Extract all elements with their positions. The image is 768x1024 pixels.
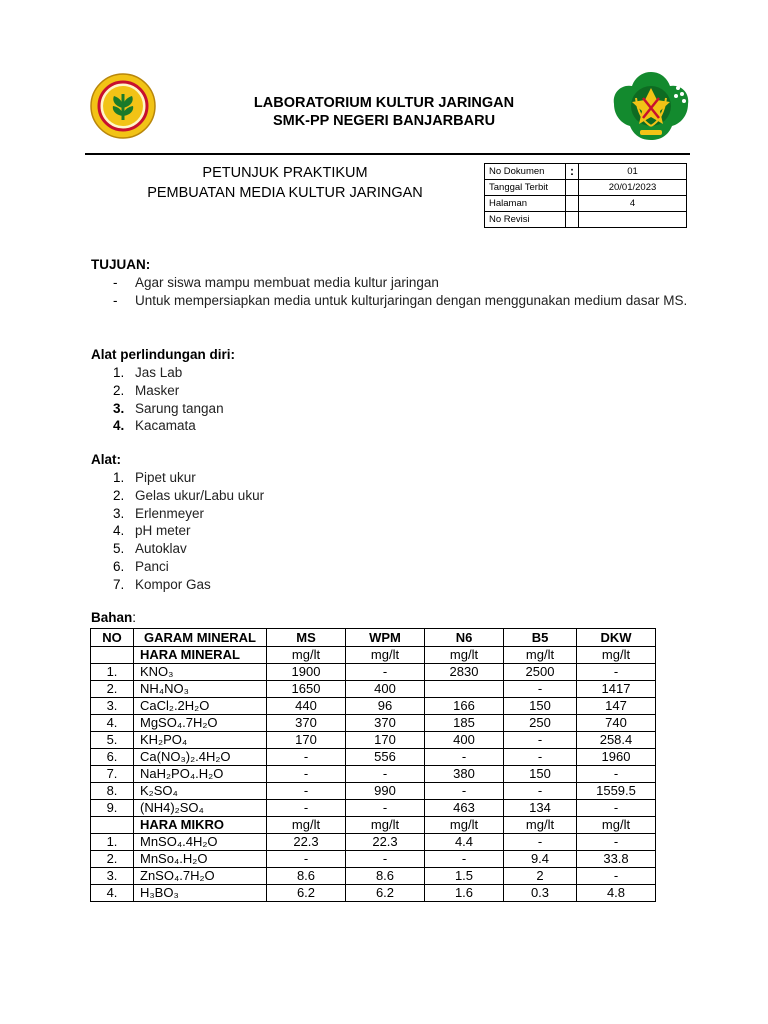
value-cell: 556 [346,749,425,766]
value-cell: - [267,800,346,817]
table-row [91,681,656,698]
unit-cell: mg/lt [577,647,656,664]
value-cell: - [267,749,346,766]
value-cell: 1960 [577,749,656,766]
list-item [91,540,264,558]
tujuan-section [91,256,691,310]
tujuan-title: TUJUAN: [91,257,151,272]
value-cell: 150 [504,766,577,783]
value-cell: - [267,851,346,868]
list-number: 1. [113,365,125,380]
table-row [91,885,656,902]
compound-name: (NH4)₂SO₄ [134,800,267,817]
list-item [91,364,235,382]
table-row [91,715,656,732]
list-number: 2. [113,487,125,503]
value-cell: 6.2 [346,885,425,902]
compound-name: MnSO₄.4H₂O [134,834,267,851]
value-cell: 400 [425,732,504,749]
table-row [91,834,656,851]
compound-name: KNO₃ [134,664,267,681]
alat-section [91,451,264,594]
apd-title: Alat perlindungan diri: [91,347,235,362]
value-cell: - [346,851,425,868]
value-cell: 440 [267,698,346,715]
list-item-text: Jas Lab [135,365,183,380]
info-value: 4 [579,196,687,212]
col-header: B5 [504,629,577,647]
list-item-text: Panci [135,558,169,574]
value-cell: - [504,732,577,749]
group-label: HARA MIKRO [134,817,267,834]
table-row [91,783,656,800]
value-cell: 250 [504,715,577,732]
row-number: 3. [91,868,134,885]
value-cell: 22.3 [346,834,425,851]
group-blank-cell [91,647,134,664]
value-cell: 1559.5 [577,783,656,800]
list-item-text: Kompor Gas [135,576,211,592]
list-number: 4. [113,418,125,434]
value-cell: 990 [346,783,425,800]
unit-cell: mg/lt [346,817,425,834]
value-cell: - [267,766,346,783]
list-item [91,558,264,576]
list-number: 1. [113,470,125,485]
compound-name: KH₂PO₄ [134,732,267,749]
unit-cell: mg/lt [425,647,504,664]
info-separator [566,196,579,212]
info-key: No Dokumen [485,164,566,180]
row-number: 2. [91,681,134,698]
info-row [485,196,687,212]
value-cell: 147 [577,698,656,715]
value-cell: - [577,664,656,681]
value-cell: 166 [425,698,504,715]
value-cell: 2 [504,868,577,885]
row-number: 4. [91,715,134,732]
table-row [91,732,656,749]
list-item-text: pH meter [135,523,191,539]
value-cell: - [504,834,577,851]
table-row [91,868,656,885]
list-item [91,382,235,400]
col-header: GARAM MINERAL [134,629,267,647]
value-cell: 400 [346,681,425,698]
info-value: 01 [579,164,687,180]
list-number: 7. [113,576,125,592]
value-cell: - [425,783,504,800]
value-cell: 150 [504,698,577,715]
document-info-table [484,163,687,228]
unit-cell: mg/lt [346,647,425,664]
group-label: HARA MINERAL [134,647,267,664]
info-value: 20/01/2023 [579,180,687,196]
info-row [485,212,687,228]
value-cell: - [577,868,656,885]
info-key: No Revisi [485,212,566,228]
value-cell: - [504,783,577,800]
row-number: 8. [91,783,134,800]
list-item-text: Pipet ukur [135,470,196,485]
value-cell: - [577,800,656,817]
header-divider [85,153,690,155]
row-number: 1. [91,664,134,681]
unit-cell: mg/lt [267,817,346,834]
unit-cell: mg/lt [504,817,577,834]
unit-cell: mg/lt [577,817,656,834]
value-cell: 740 [577,715,656,732]
value-cell: 380 [425,766,504,783]
col-header: DKW [577,629,656,647]
list-item [91,522,264,540]
list-number: 3. [113,400,125,416]
value-cell: - [425,749,504,766]
value-cell: 370 [346,715,425,732]
value-cell: 6.2 [267,885,346,902]
row-number: 5. [91,732,134,749]
table-group-row [91,647,656,664]
list-item-text: Untuk mempersiapkan media untuk kulturjaringan dengan menggunakan medium dasar MS. [135,292,688,308]
value-cell: 258.4 [577,732,656,749]
compound-name: K₂SO₄ [134,783,267,800]
row-number: 1. [91,834,134,851]
value-cell: 370 [267,715,346,732]
compound-name: MgSO₄.7H₂O [134,715,267,732]
bahan-title: Bahan [91,610,133,625]
table-row [91,800,656,817]
list-item-text: Autoklav [135,541,187,557]
value-cell: 96 [346,698,425,715]
bullet-dash: - [113,275,118,290]
value-cell: 22.3 [267,834,346,851]
value-cell: 8.6 [346,868,425,885]
row-number: 6. [91,749,134,766]
info-key: Tanggal Terbit [485,180,566,196]
doc-subtitle-1: PETUNJUK PRAKTIKUM [202,165,368,181]
value-cell: - [504,681,577,698]
value-cell: - [346,664,425,681]
lab-title: LABORATORIUM KULTUR JARINGAN [253,95,515,111]
row-number: 7. [91,766,134,783]
value-cell: 9.4 [504,851,577,868]
info-key: Halaman [485,196,566,212]
list-item-text: Sarung tangan [135,400,224,416]
bullet-dash: - [113,292,118,308]
value-cell: - [577,766,656,783]
compound-name: NaH₂PO₄.H₂O [134,766,267,783]
value-cell: 1900 [267,664,346,681]
bahan-label [91,610,136,625]
alat-title: Alat: [91,452,121,467]
list-item-text: Masker [135,382,180,398]
unit-cell: mg/lt [267,647,346,664]
row-number: 4. [91,885,134,902]
table-row [91,664,656,681]
value-cell: 1.6 [425,885,504,902]
value-cell: 1417 [577,681,656,698]
table-row [91,749,656,766]
value-cell: 1650 [267,681,346,698]
value-cell: 4.4 [425,834,504,851]
list-item [91,505,264,523]
list-number: 6. [113,558,125,574]
media-composition-table [90,628,656,902]
apd-section [91,346,235,435]
group-blank-cell [91,817,134,834]
list-item-text: Kacamata [135,418,196,434]
value-cell: - [267,783,346,800]
info-separator: : [566,164,579,180]
list-item [91,487,264,505]
value-cell: 2500 [504,664,577,681]
list-item-text: Gelas ukur/Labu ukur [135,487,265,503]
list-item-text: Erlenmeyer [135,505,205,521]
value-cell: 4.8 [577,885,656,902]
compound-name: ZnSO₄.7H₂O [134,868,267,885]
value-cell: 134 [504,800,577,817]
list-item [91,417,235,435]
list-item [91,292,691,310]
list-item [91,576,264,594]
compound-name: H₃BO₃ [134,885,267,902]
value-cell: - [425,851,504,868]
compound-name: Ca(NO₃)₂.4H₂O [134,749,267,766]
value-cell: 463 [425,800,504,817]
list-number: 3. [113,505,125,521]
value-cell: - [346,800,425,817]
value-cell: 8.6 [267,868,346,885]
list-number: 4. [113,523,125,539]
list-item [91,274,691,292]
school-title: SMK-PP NEGERI BANJARBARU [272,113,496,129]
value-cell: 2830 [425,664,504,681]
unit-cell: mg/lt [504,647,577,664]
compound-name: CaCl₂.2H₂O [134,698,267,715]
value-cell: 0.3 [504,885,577,902]
col-header: MS [267,629,346,647]
row-number: 2. [91,851,134,868]
row-number: 3. [91,698,134,715]
table-row [91,766,656,783]
table-row [91,851,656,868]
value-cell [425,681,504,698]
value-cell: 185 [425,715,504,732]
info-separator [566,180,579,196]
value-cell: - [346,766,425,783]
info-row [485,180,687,196]
value-cell: - [577,834,656,851]
compound-name: NH₄NO₃ [134,681,267,698]
list-item-text: Agar siswa mampu membuat media kultur jaringan [135,275,439,290]
row-number: 9. [91,800,134,817]
list-item [91,400,235,418]
col-header: NO [91,629,134,647]
table-header-row [91,629,656,647]
table-group-row [91,817,656,834]
unit-cell: mg/lt [425,817,504,834]
col-header: N6 [425,629,504,647]
compound-name: MnSo₄.H₂O [134,851,267,868]
value-cell: 1.5 [425,868,504,885]
list-item [91,469,264,487]
info-value [579,212,687,228]
table-row [91,698,656,715]
value-cell: 170 [346,732,425,749]
value-cell: 33.8 [577,851,656,868]
info-separator [566,212,579,228]
doc-subtitle-2: PEMBUATAN MEDIA KULTUR JARINGAN [147,185,423,201]
value-cell: - [504,749,577,766]
bahan-colon: : [132,610,137,625]
list-number: 2. [113,382,125,398]
list-number: 5. [113,541,125,557]
info-row [485,164,687,180]
col-header: WPM [346,629,425,647]
value-cell: 170 [267,732,346,749]
